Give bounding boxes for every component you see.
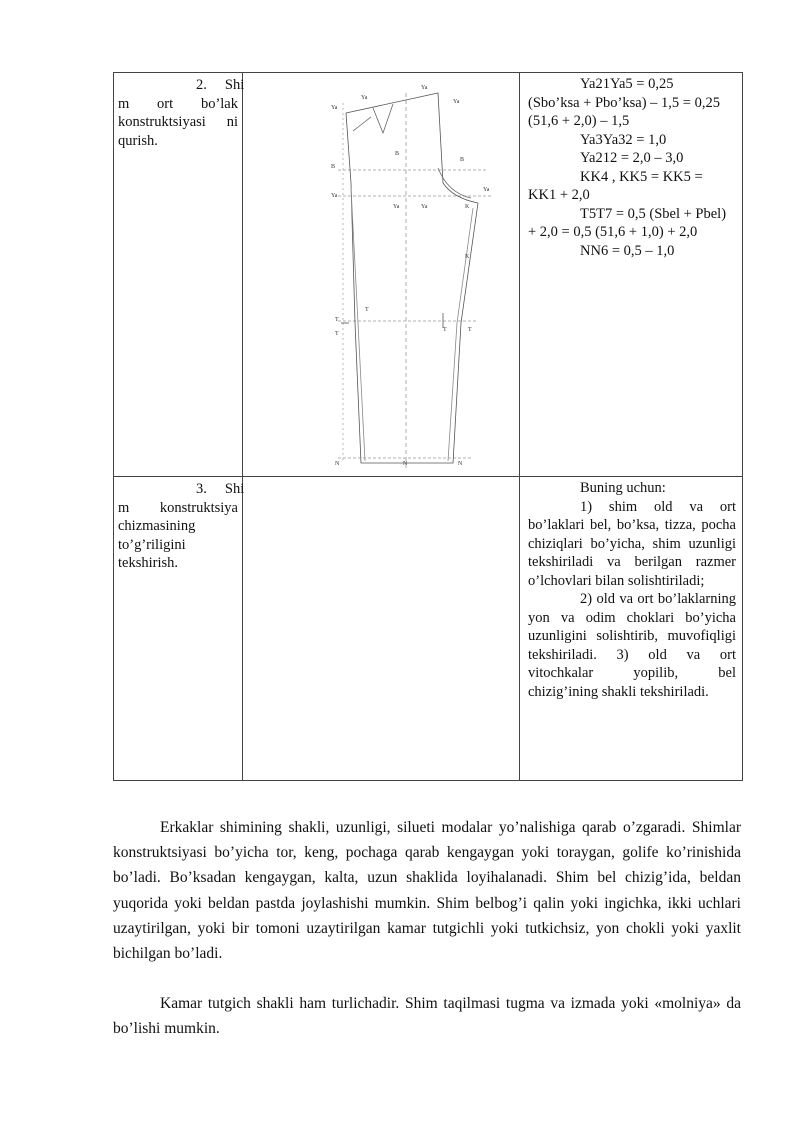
svg-text:T: T xyxy=(468,327,472,333)
svg-text:T: T xyxy=(365,307,369,313)
formula-line: KK1 + 2,0 xyxy=(528,187,590,203)
formula-line: (51,6 + 2,0) – 1,5 xyxy=(528,113,630,129)
formula-line: T5T7 = 0,5 (Sbel + Pbel) xyxy=(580,205,727,222)
trouser-back-pattern-drawing xyxy=(243,73,519,476)
table-row xyxy=(114,477,743,781)
instruction-line: Buning uchun: xyxy=(580,480,666,496)
svg-text:Ya: Ya xyxy=(331,105,338,111)
svg-text:Ya: Ya xyxy=(361,95,368,101)
construction-table xyxy=(113,72,743,781)
step-cell xyxy=(114,477,243,781)
drawing-cell xyxy=(243,73,520,477)
formula-cell xyxy=(520,73,743,477)
formula-line: Ya3Ya32 = 1,0 xyxy=(580,131,667,148)
svg-text:B: B xyxy=(331,164,336,170)
table-row xyxy=(114,73,743,477)
formula-line: NN6 = 0,5 – 1,0 xyxy=(580,242,675,259)
svg-text:Ya: Ya xyxy=(331,193,338,199)
svg-text:K: K xyxy=(465,204,470,210)
pattern-svg xyxy=(243,73,519,476)
formula-line: + 2,0 = 0,5 (51,6 + 1,0) + 2,0 xyxy=(528,224,698,240)
svg-text:Ya: Ya xyxy=(421,85,428,91)
svg-text:K: K xyxy=(465,254,470,260)
svg-text:B: B xyxy=(460,157,465,163)
svg-text:B: B xyxy=(395,151,400,157)
svg-text:T: T xyxy=(335,331,339,337)
formula-line: Ya212 = 2,0 – 3,0 xyxy=(580,150,684,166)
svg-text:Ya: Ya xyxy=(453,99,460,105)
svg-text:Ya: Ya xyxy=(421,204,428,210)
formula-line: KK4 , KK5 = KK5 = xyxy=(580,168,703,185)
empty-cell xyxy=(243,477,520,781)
svg-text:N: N xyxy=(458,461,463,467)
paragraph-text: Kamar tutgich shakli ham turlichadir. Shim taqilmasi tugma va izmada yoki «molniya» da bo’lishi mumkin. xyxy=(113,995,741,1038)
step-title: m ort bo’lak konstruktsiyasi ni qurish. xyxy=(118,95,238,149)
formula-line: Ya21Ya5 = 0,25 xyxy=(580,76,674,92)
step-first-word: Shi xyxy=(224,77,245,93)
formula-line: (Sbo’ksa + Pbo’ksa) – 1,5 = 0,25 xyxy=(528,94,720,111)
svg-text:T: T xyxy=(443,327,447,333)
body-paragraph xyxy=(113,815,741,966)
instruction-cell xyxy=(520,477,743,781)
step-number: 3. xyxy=(196,481,207,497)
svg-text:Ya: Ya xyxy=(393,204,400,210)
step-number: 2. xyxy=(196,77,207,93)
step-title: m konstruktsiya chizmasining to’g’riligini tekshirish. xyxy=(118,499,238,571)
instruction-paragraph: 2) old va ort bo’laklarning yon va odim choklari bo’yicha uzunligini solishtirib, muvofiqligi tekshiriladi. 3) old va ort vitochkalar yopilib, bel chizig’ining shakli tekshiriladi. xyxy=(528,591,736,700)
paragraph-text: Erkaklar shimining shakli, uzunligi, silueti modalar yo’nalishiga qarab o’zgaradi. Shimlar konstruktsiyasi bo’yicha tor, keng, pochaga qarab kengaygan yoki toraygan, golife ko’rinishida bo’ladi. Bo’ksadan kengaygan, kalta, uzun shaklida loyihalanadi. Shim bel chizig’ida, beldan yuqorida yoki beldan pastda joylashishi mumkin. Shim belbog’i qalin yoki ingichka, ikki uchlari uzaytirilgan, yoki bir tomoni uzaytirilgan kamar tutgichli yoki tutkichsiz, yon chokli yoki yaxlit bichilgan bo’ladi. xyxy=(113,819,741,963)
svg-text:T: T xyxy=(335,317,339,323)
svg-text:Ya: Ya xyxy=(483,187,490,193)
svg-text:N: N xyxy=(403,461,408,467)
svg-text:N: N xyxy=(335,461,340,467)
step-cell xyxy=(114,73,243,477)
instruction-paragraph: 1) shim old va ort bo’laklari bel, bo’ksa, tizza, pocha chiziqlari bo’yicha, shim uzunligi tekshiriladi va berilgan razmer o’lchovlari bilan solishtiriladi; xyxy=(528,498,736,589)
step-first-word: Shi xyxy=(224,481,245,497)
body-paragraph xyxy=(113,991,741,1041)
